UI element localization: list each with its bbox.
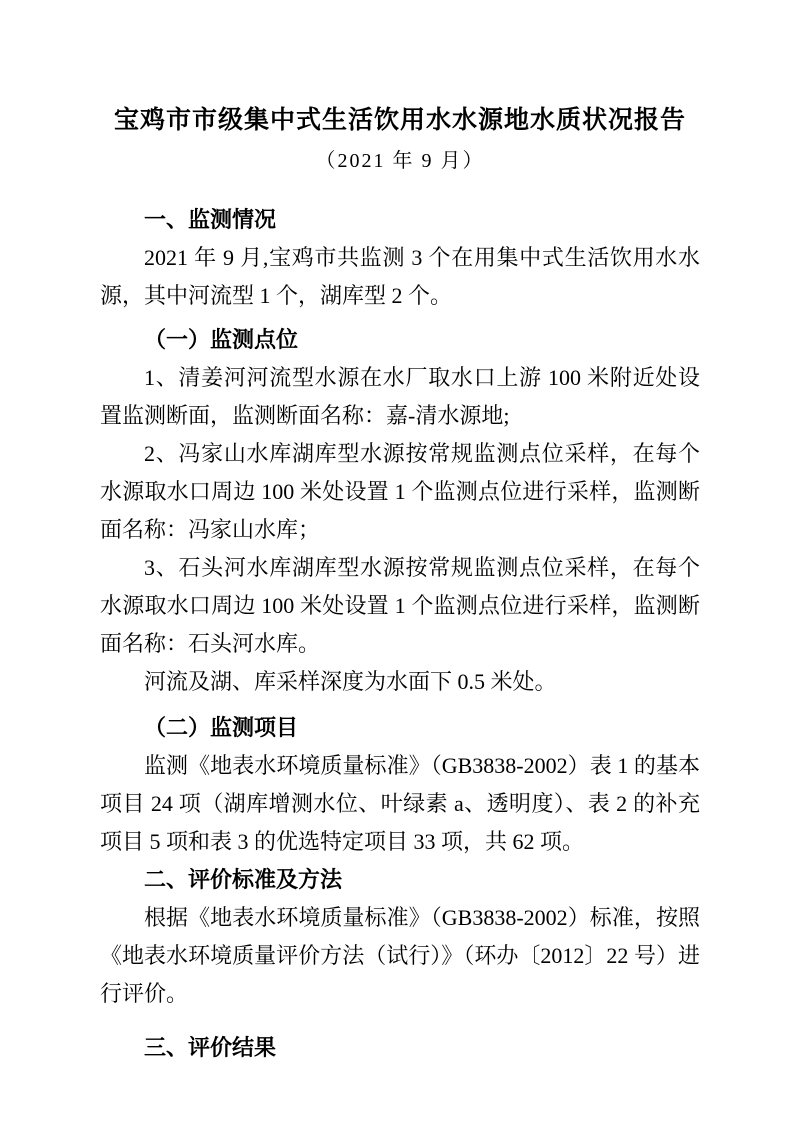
paragraph-monitoring-items: 监测《地表水环境质量标准》（GB3838-2002）表 1 的基本项目 24 项（湖库增测水位、叶绿素 a、透明度）、表 2 的补充项目 5 项和表 3 的优选特定项目 33 项，共 62 项。 xyxy=(100,753,700,854)
paragraph-point-qingjiang-river: 1、清姜河河流型水源在水厂取水口上游 100 米附近处设置监测断面，监测断面名称：嘉-清水源地; xyxy=(100,365,700,428)
paragraph-point-fengjiashan-reservoir: 2、冯家山水库湖库型水源按常规监测点位采样，在每个水源取水口周边 100 米处设置 1 个监测点位进行采样，监测断面名称：冯家山水库； xyxy=(100,441,700,542)
section-heading-monitoring: 一、监测情况 xyxy=(144,207,277,232)
section-heading-evaluation-results: 三、评价结果 xyxy=(144,1035,277,1060)
section-heading-standards-methods: 二、评价标准及方法 xyxy=(144,867,343,892)
document-title: 宝鸡市市级集中式生活饮用水水源地水质状况报告 xyxy=(113,107,686,134)
paragraph-sampling-depth: 河流及湖、库采样深度为水面下 0.5 米处。 xyxy=(144,669,557,694)
paragraph-evaluation-method: 根据《地表水环境质量标准》（GB3838-2002）标准，按照《地表水环境质量评价方法（试行）》（环办〔2012〕22 号）进行评价。 xyxy=(100,905,700,1006)
paragraph-monitoring-overview: 2021 年 9 月,宝鸡市共监测 3 个在用集中式生活饮用水水源，其中河流型 1 个，湖库型 2 个。 xyxy=(100,245,700,308)
subsection-heading-monitoring-points: （一）监测点位 xyxy=(144,327,299,352)
paragraph-point-shitouhe-reservoir: 3、石头河水库湖库型水源按常规监测点位采样，在每个水源取水口周边 100 米处设置 1 个监测点位进行采样，监测断面名称：石头河水库。 xyxy=(100,555,700,656)
subsection-heading-monitoring-items: （二）监测项目 xyxy=(144,715,299,740)
document-subtitle-date: （2021 年 9 月） xyxy=(315,150,485,172)
